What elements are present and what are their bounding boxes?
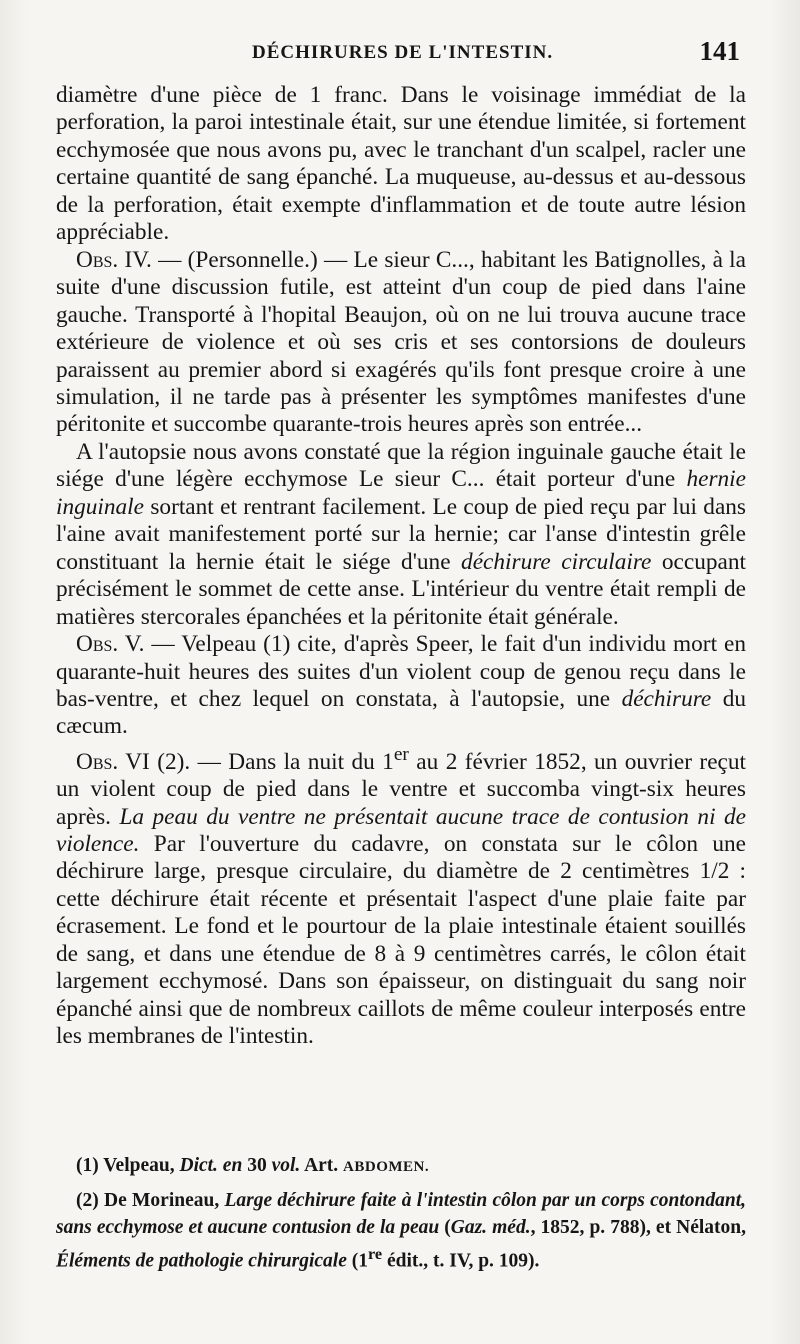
superscript: re bbox=[368, 1245, 383, 1263]
paragraph-continuation: diamètre d'une pièce de 1 franc. Dans le voisinage immédiat de la perforation, la paroi intestinale était, sur une étendue limitée, si fortement ecchymosée que nous avons pu, avec le tranchant d'un scalpel, racler une certaine quantité de sang épanché. La muqueuse, au-dessus et au-dessous de la perforation, était exempte d'inflammation et de toute autre lésion appréciable. bbox=[56, 82, 746, 246]
emphasis: hernie inguinale bbox=[56, 466, 746, 520]
footnote-1: (1) Velpeau, Dict. en 30 vol. Art. ABDOMEN. bbox=[76, 1155, 430, 1176]
paragraph-autopsy: A l'autopsie nous avons constaté que la région inguinale gauche était le siége d'une légère ecchymose Le sieur C... était porteur d'une hernie inguinale sortant et rentrant facilement. Le coup de pied reçu par lui dans l'aine avait manifestement porté sur la hernie; car l'anse d'intestin grêle constituant la hernie était le siége d'une déchirure circulaire occupant précisément le sommet de cette anse. L'intérieur du ventre était rempli de matières stercorales épanchées et la péritonite était générale. bbox=[56, 438, 746, 630]
footnotes bbox=[56, 1152, 746, 1281]
emphasis: La peau du ventre ne présentait aucune trace de contusion ni de violence. bbox=[56, 803, 746, 857]
emphasis: déchirure circulaire bbox=[461, 548, 652, 575]
footnote-2: (2) De Morineau, Large déchirure faite à l'intestin côlon par un corps contondant, sans ecchymose et aucune contusion de la peau (Gaz. méd., 1852, p. 788), et Nélaton, Éléments de pathologie chirurgicale (1re édit., t. IV, p. 109). bbox=[56, 1190, 746, 1272]
running-title: DÉCHIRURES DE L'INTESTIN. bbox=[252, 42, 554, 63]
paragraph-obs-6: Obs. VI (2). — Dans la nuit du 1er au 2 février 1852, un ouvrier reçut un violent coup de pied dans le ventre et succomba vingt-six heures après. La peau du ventre ne présentait aucune trace de contusion ni de violence. Par l'ouverture du cadavre, on constata sur le côlon une déchirure large, presque circulaire, du diamètre de 2 centimètres 1/2 : cette déchirure était récente et présentait l'aspect d'une plaie faite par écrasement. Le fond et le pourtour de la plaie intestinale étaient souillés de sang, et dans une étendue de 8 à 9 centimètres carrés, le côlon était largement ecchymosé. Dans son épaisseur, on distinguait du sang noir épanché ainsi que de nombreux caillots de même couleur interposés entre les membranes de l'intestin. bbox=[56, 743, 746, 1050]
main-text bbox=[56, 82, 746, 1051]
obs-label: Obs. IV. bbox=[76, 246, 152, 273]
superscript: er bbox=[393, 743, 409, 765]
obs-label: Obs. VI bbox=[76, 748, 150, 775]
emphasis: déchirure bbox=[621, 685, 712, 712]
paragraph-obs-4: Obs. IV. — (Personnelle.) — Le sieur C..., habitant les Batignolles, à la suite d'une discussion futile, est atteint d'un coup de pied dans l'aine gauche. Transporté à l'hopital Beaujon, où on ne lui trouva aucune trace extérieure de violence et où ses cris et ses contorsions de douleurs paraissent au premier abord si exagérés qu'ils font presque croire à une simulation, il ne tarde pas à présenter les symptômes manifestes d'une péritonite et succombe quarante-trois heures après son entrée... bbox=[56, 246, 746, 438]
page-number: 141 bbox=[699, 36, 740, 66]
paragraph-obs-5: Obs. V. — Velpeau (1) cite, d'après Speer, le fait d'un individu mort en quarante-huit heures des suites d'un violent coup de genou reçu dans le bas-ventre, et chez lequel on constata, à l'autopsie, une déchirure du cæcum. bbox=[56, 631, 746, 740]
page-header bbox=[56, 38, 746, 74]
obs-label: Obs. V. bbox=[76, 631, 145, 658]
